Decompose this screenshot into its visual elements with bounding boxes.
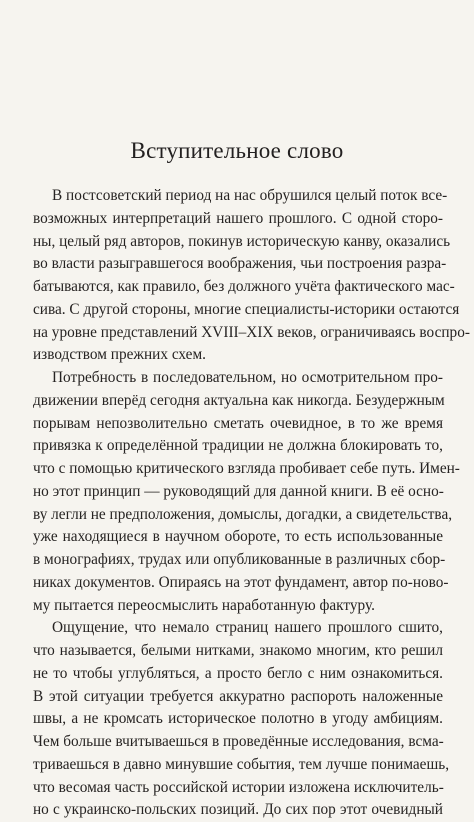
text-line: что весомая часть российской истории изложена исключитель- <box>33 778 444 796</box>
text-line: уже находящиеся в научном обороте, то есть использованные <box>33 528 443 546</box>
text-line: изводством прежних схем. <box>33 346 206 364</box>
text-line: но с украинско-польских позиций. До сих пор этот очевидный <box>33 801 443 819</box>
text-line: швы, а не кромсать историческое полотно в угоду амбициям. <box>33 710 443 728</box>
text-line: батываются, как правило, без должного учёта фактического мас- <box>33 278 455 295</box>
text-line: что называется, белыми нитками, знакомо многим, кто решил <box>33 642 443 659</box>
text-line: что с помощью критического взгляда пробивает себе путь. Имен- <box>33 460 460 477</box>
text-line: Ощущение, что немало страниц нашего прошлого сшито, <box>52 619 443 637</box>
chapter-body <box>33 185 470 822</box>
text-line: на уровне представлений XVIII–XIX веков, ограничиваясь воспро- <box>33 323 470 341</box>
text-line: в монографиях, трудах или опубликованные в различных сбор- <box>33 551 446 568</box>
text-line: сива. С другой стороны, многие специалисты-историки остаются <box>33 300 460 318</box>
text-line: В этой ситуации требуется аккуратно распороть наложенные <box>33 687 443 705</box>
paragraph <box>33 367 460 617</box>
text-line: не то чтобы углубляться, а просто бегло с ним ознакомиться. <box>33 664 443 682</box>
text-line: никах документов. Опираясь на этот фундамент, автор по-ново- <box>33 573 449 591</box>
text-line: порывам непозволительно сметать очевидное, в то же время <box>33 414 443 432</box>
text-line: движении вперёд сегодня актуальна как никогда. Безудержным <box>33 391 445 409</box>
text-line: но этот принцип — руководящий для данной книги. В её осно- <box>33 482 444 500</box>
text-line: ны, целый ряд авторов, покинув историческую канву, оказались <box>33 232 451 250</box>
text-line: возможных интерпретаций нашего прошлого. С одной сторо- <box>33 209 443 227</box>
text-line: В постсоветский период на нас обрушился целый поток все- <box>52 187 448 204</box>
text-line: Потребность в последовательном, но осмотрительном про- <box>52 369 443 386</box>
chapter-title: Вступительное слово <box>130 138 344 163</box>
paragraph <box>33 185 470 367</box>
text-line: му пытается переосмыслить наработанную фактуру. <box>33 596 375 614</box>
text-line: привязка к определённой традиции не должна блокировать то, <box>33 437 443 455</box>
text-line: триваешься в давно минувшие события, тем лучше понимаешь, <box>33 755 450 773</box>
text-line: Чем больше вчитываешься в проведённые исследования, всма- <box>33 733 444 750</box>
text-line: ву легли не предположения, домыслы, догадки, а свидетельства, <box>33 505 453 523</box>
paragraph <box>33 617 450 822</box>
text-line: во власти разыгравшегося воображения, чьи построения разра- <box>33 255 447 273</box>
